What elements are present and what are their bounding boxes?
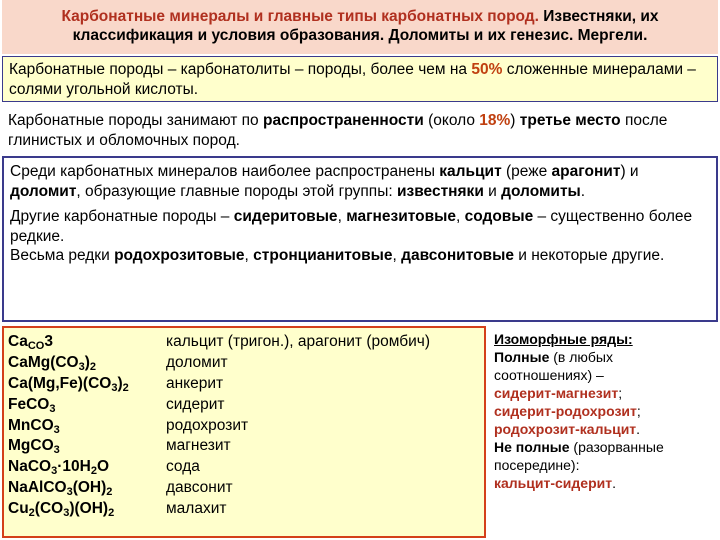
abund-rank: третье место [519, 112, 621, 129]
rock-rhodochrosite: родохрозитовые [114, 247, 245, 264]
text-run: и некоторые другие. [513, 247, 665, 264]
formula-subscript: CO [27, 340, 45, 352]
formula-text: MgCO [8, 437, 54, 455]
mineral-formula [8, 395, 166, 416]
formula-subscript: 2 [89, 360, 97, 373]
slide-title [2, 0, 718, 54]
formula-text: ) [84, 353, 90, 371]
text-run: , [337, 208, 347, 225]
def-percent: 50% [471, 61, 503, 78]
formula-subscript: 3 [111, 381, 118, 394]
formula-text: (CO [34, 500, 64, 518]
mineral-formula [8, 416, 166, 437]
abund-text-4: после глинистых и обломочных пород. [8, 112, 668, 149]
mineral-formula [8, 353, 166, 374]
def-term: Карбонатные породы [9, 61, 164, 78]
common-paragraph-2 [10, 207, 710, 246]
mineral-name: магнезит [166, 437, 231, 455]
title-part-2: Известняки, их классификация и условия образования. Доломиты и их генезис. Мергели. [72, 8, 659, 44]
formula-subscript: 3 [63, 507, 70, 520]
iso-full-note: (в любых соотношениях) – [494, 349, 613, 383]
abund-percent: 18% [479, 112, 511, 129]
formula-subscript: 3 [53, 423, 60, 436]
text-run: Весьма редки [10, 247, 115, 264]
formula-text: MnCO [8, 416, 54, 434]
mineral-formula [8, 436, 166, 457]
def-text-2: сложенные минералами – солями угольной кислоты. [9, 61, 696, 98]
text-run: . [580, 182, 586, 200]
rock-magnesite: магнезитовые [346, 208, 456, 225]
abund-keyword: распространенности [262, 112, 424, 129]
abund-text-2: (около [423, 112, 480, 129]
common-paragraph-3 [10, 246, 710, 266]
common-minerals-box [2, 156, 718, 322]
formula-text: O [96, 458, 109, 476]
formula-subscript: 2 [106, 486, 113, 499]
mineral-name: кальцит (тригон.), арагонит (ромбич) [166, 333, 430, 350]
iso-series-2: сидерит-родохрозит [494, 403, 637, 419]
formula-subscript: 2 [28, 507, 35, 520]
mineral-name: анкерит [166, 374, 224, 392]
mineral-name: родохрозит [166, 416, 249, 434]
abund-text-3: ) [510, 112, 520, 129]
definition-box [2, 56, 718, 102]
mineral-aragonite: арагонит [551, 163, 621, 180]
abundance-text [2, 107, 718, 155]
formula-text: (OH) [72, 479, 107, 497]
mineral-row [8, 374, 480, 395]
text-run: , [392, 247, 402, 264]
mineral-name: доломит [166, 353, 228, 371]
mineral-formula [8, 374, 166, 395]
rock-siderite: сидеритовые [233, 208, 338, 225]
text-run: Среди карбонатных минералов наиболее распространены [10, 163, 440, 180]
rock-soda: содовые [464, 208, 534, 225]
formula-text: ·10H [57, 458, 91, 476]
mineral-formula [8, 457, 166, 478]
mineral-row [8, 332, 480, 353]
mineral-row [8, 499, 480, 520]
text-run: , образующие главные породы этой группы: [76, 182, 397, 200]
common-paragraph-1 [10, 162, 710, 201]
iso-heading: Изоморфные ряды: [494, 331, 633, 347]
iso-partial-series: кальцит-сидерит [494, 475, 613, 491]
mineral-row [8, 416, 480, 437]
rock-dolomites: доломиты [501, 182, 581, 200]
formula-subscript: 3 [78, 360, 85, 373]
formula-subscript: 2 [90, 465, 97, 478]
rock-dawsonite: давсонитовые [401, 247, 514, 264]
text-run: , [244, 247, 254, 264]
formula-subscript: 3 [49, 402, 56, 415]
mineral-name: сидерит [166, 395, 225, 413]
abund-term: Карбонатные породы [8, 112, 163, 129]
formula-text: ) [117, 374, 123, 392]
mineral-formula [8, 499, 166, 520]
def-text-1: – карбонатолиты – породы, более чем на [163, 61, 472, 78]
formula-text: FeCO [8, 395, 50, 413]
mineral-name: малахит [166, 500, 227, 518]
iso-sep: . [636, 421, 641, 437]
mineral-name: сода [166, 458, 200, 476]
title-part-1: Карбонатные минералы и главные типы карбонатных пород. [61, 8, 539, 25]
mineral-row [8, 353, 480, 374]
text-run: – существенно более редкие. [10, 208, 693, 245]
text-run: (реже [501, 163, 552, 180]
iso-sep: ; [618, 385, 623, 401]
iso-sep: ; [636, 403, 641, 419]
abund-text-1: занимают по [162, 112, 263, 129]
iso-full-label: Полные [494, 349, 550, 365]
formula-subscript: 2 [122, 381, 129, 394]
formula-text: Ca(Mg,Fe)(CO [8, 374, 112, 392]
formula-text: Cu [8, 500, 29, 518]
formula-subscript: 3 [51, 465, 58, 478]
mineral-row [8, 395, 480, 416]
formula-subscript: 3 [53, 444, 60, 457]
iso-series-3: родохрозит-кальцит [494, 421, 637, 437]
iso-sep: . [612, 475, 616, 491]
formula-text: 3 [44, 333, 53, 350]
text-run: ) и [620, 163, 639, 180]
text-run: Другие карбонатные породы – [10, 208, 234, 225]
mineral-dolomite: доломит [10, 182, 77, 200]
formula-text: )(OH) [69, 500, 109, 518]
formula-text: NaAlCO [8, 479, 67, 497]
text-run: , [455, 208, 465, 225]
formula-text: Ca [8, 333, 28, 350]
carbonate-minerals-table [2, 326, 486, 538]
mineral-row [8, 457, 480, 478]
text-run: и [483, 182, 502, 200]
mineral-row [8, 478, 480, 499]
mineral-formula [8, 478, 166, 499]
formula-text: NaCO [8, 458, 52, 476]
mineral-name: давсонит [166, 479, 233, 497]
mineral-row [8, 436, 480, 457]
rock-strontianite: стронцианитовые [253, 247, 393, 264]
mineral-calcite: кальцит [439, 163, 502, 180]
iso-partial-note: (разорванные посередине): [494, 439, 664, 473]
formula-text: CaMg(CO [8, 353, 79, 371]
iso-partial-label: Не полные [494, 439, 570, 455]
mineral-formula [8, 332, 166, 353]
rock-limestones: известняки [396, 182, 484, 200]
formula-subscript: 2 [108, 507, 115, 520]
isomorphic-series-panel [494, 330, 714, 530]
formula-subscript: 3 [66, 486, 73, 499]
iso-series-1: сидерит-магнезит [494, 385, 619, 401]
